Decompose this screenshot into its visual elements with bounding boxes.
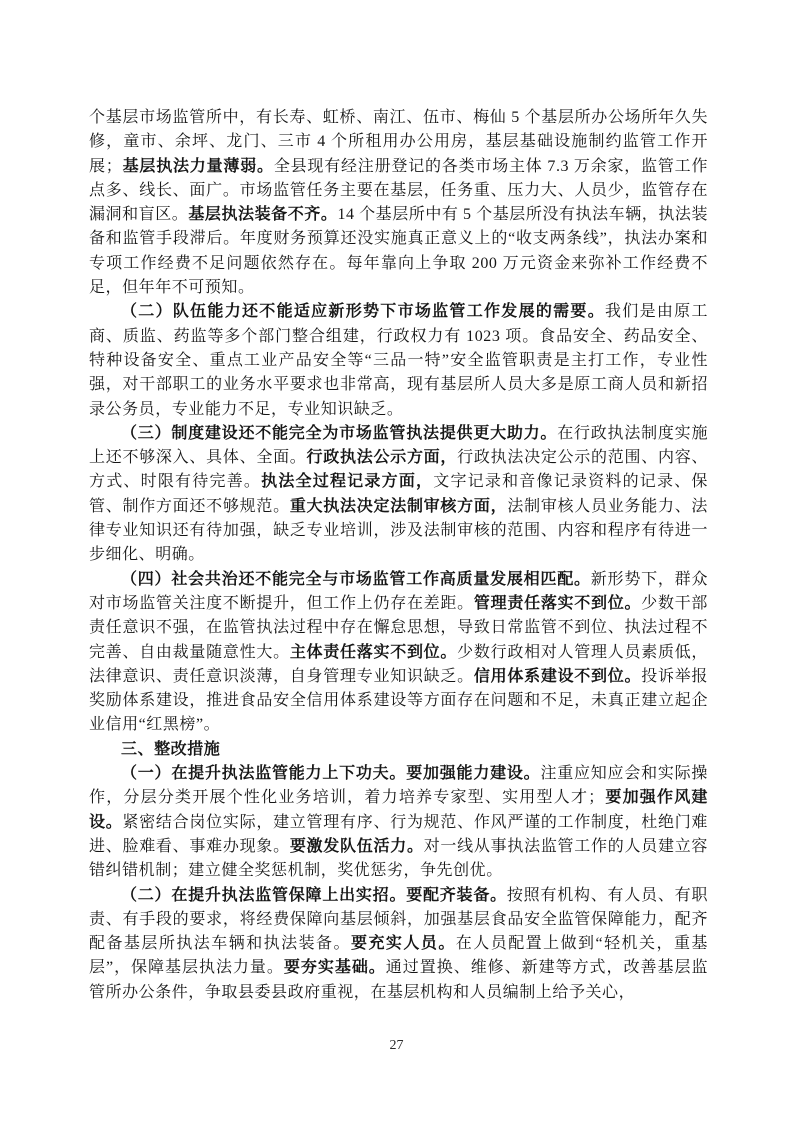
body-text: 投诉举报奖励体系建设，推进食品安全信用体系建设等方面存在问题和不足，未真正建立起企业信用“红黑榜”。 <box>89 667 708 734</box>
body-text: 注重应知应会和实际操作，分层分类开展个性化业务培训，着力培养专家型、实用型人才； <box>89 765 708 807</box>
emphasis-text: 要夯实基础。 <box>283 959 386 977</box>
emphasis-text: 信用体系建设不到位。 <box>473 667 642 685</box>
emphasis-text: （二）队伍能力还不能适应新形势下市场监管工作发展的需要。 <box>121 303 606 321</box>
body-text: 在人员配置上做到“轻机关，重基层”，保障基层执法力量。 <box>89 935 708 977</box>
body-text: 全县现有经注册登记的各类市场主体 7.3 万余家，监管工作点多、线长、面广。市场监管任务主要在基层，任务重、压力大、人员少，监管存在漏洞和盲区。 <box>89 157 709 224</box>
emphasis-text: 要充实人员。 <box>351 935 456 953</box>
emphasis-text: （二）在提升执法监管保障上出实招。要配齐装备。 <box>121 886 507 904</box>
body-text: 紧密结合岗位实际，建立管理有序、行为规范、作风严谨的工作制度，杜绝门难进、脸难看、事难办现象。 <box>89 813 708 855</box>
emphasis-text: 要加强作风建设。 <box>89 789 708 831</box>
body-text: 我们是由原工商、质监、药监等多个部门整合组建，行政权力有 1023 项。食品安全、药品安全、特种设备安全、重点工业产品安全等“三品一特”安全监管职责是主打工作，专业性强，对干部职工的业务水平要求也非常高，现有基层所人员大多是原工商人员和新招录公务员，专业能力不足，专业知识缺乏。 <box>89 303 708 418</box>
body-text: 文字记录和音像记录资料的记录、保管、制作方面还不够规范。 <box>89 473 708 515</box>
problem-paragraph-3 <box>89 422 708 568</box>
emphasis-text: 基层执法力量薄弱。 <box>122 157 274 175</box>
body-text: 通过置换、维修、新建等方式，改善基层监管所办公条件，争取县委县政府重视，在基层机构和人员编制上给予关心， <box>89 959 708 1001</box>
section-heading <box>89 738 708 762</box>
emphasis-text: （四）社会共治还不能完全与市场监管工作高质量发展相匹配。 <box>121 570 591 588</box>
body-text: 在行政执法制度实施上还不够深入、具体、全面。 <box>89 424 708 467</box>
body-text: 对一线从事执法监管工作的人员建立容错纠错机制；建立健全奖惩机制，奖优惩劣，争先创优。 <box>89 837 708 880</box>
measure-paragraph-2 <box>89 884 708 1005</box>
body-text: 法制审核人员业务能力、法律专业知识还有待加强，缺乏专业培训，涉及法制审核的范围、内容和程序有待进一步细化、明确。 <box>89 497 708 564</box>
emphasis-text: 重大执法决定法制审核方面， <box>289 497 508 515</box>
body-text: 行政执法决定公示的范围、内容、方式、时限有待完善。 <box>89 449 708 491</box>
emphasis-text: 要激发队伍活力。 <box>289 837 424 855</box>
emphasis-text: （一）在提升执法监管能力上下功夫。要加强能力建设。 <box>121 765 541 783</box>
body-text: 新形势下，群众对市场监管关注度不断提升，但工作上仍存在差距。 <box>89 570 708 612</box>
emphasis-text: 行政执法公示方面， <box>306 449 458 467</box>
problem-paragraph-2 <box>89 300 708 421</box>
body-text: 个基层市场监管所中，有长寿、虹桥、南江、伍市、梅仙 5 个基层所办公场所年久失修，童市、余坪、龙门、三市 4 个所租用办公用房，基层基础设施制约监管工作开展； <box>89 109 708 175</box>
emphasis-text: 基层执法装备不齐。 <box>188 206 338 224</box>
continuation-paragraph <box>89 106 708 300</box>
document-body <box>89 106 708 1005</box>
emphasis-text: 主体责任落实不到位。 <box>289 643 458 661</box>
emphasis-text: 三、整改措施 <box>121 740 221 758</box>
body-text: 少数行政相对人管理人员素质低，法律意识、责任意识淡薄，自身管理专业知识缺乏。 <box>89 643 708 685</box>
measure-paragraph-1 <box>89 762 708 883</box>
page-number: 27 <box>389 1038 404 1053</box>
body-text: 按照有机构、有人员、有职责、有手段的要求，将经费保障向基层倾斜，加强基层食品安全监管保障能力，配齐配备基层所执法车辆和执法装备。 <box>89 886 708 953</box>
body-text: 14 个基层所中有 5 个基层所没有执法车辆，执法装备和监管手段滞后。年度财务预算还没实施真正意义上的“收支两条线”，执法办案和专项工作经费不足问题依然存在。每年靠向上争取 200 万元资金来弥补工作经费不足，但年年不可预知。 <box>89 206 708 297</box>
problem-paragraph-4 <box>89 568 708 738</box>
emphasis-text: 管理责任落实不到位。 <box>473 594 642 612</box>
emphasis-text: 执法全过程记录方面， <box>261 473 434 491</box>
emphasis-text: （三）制度建设还不能完全为市场监管执法提供更大助力。 <box>121 424 558 442</box>
body-text: 少数干部责任意识不强，在监管执法过程中存在懈怠思想，导致日常监管不到位、执法过程不完善、自由裁量随意性大。 <box>89 594 708 661</box>
